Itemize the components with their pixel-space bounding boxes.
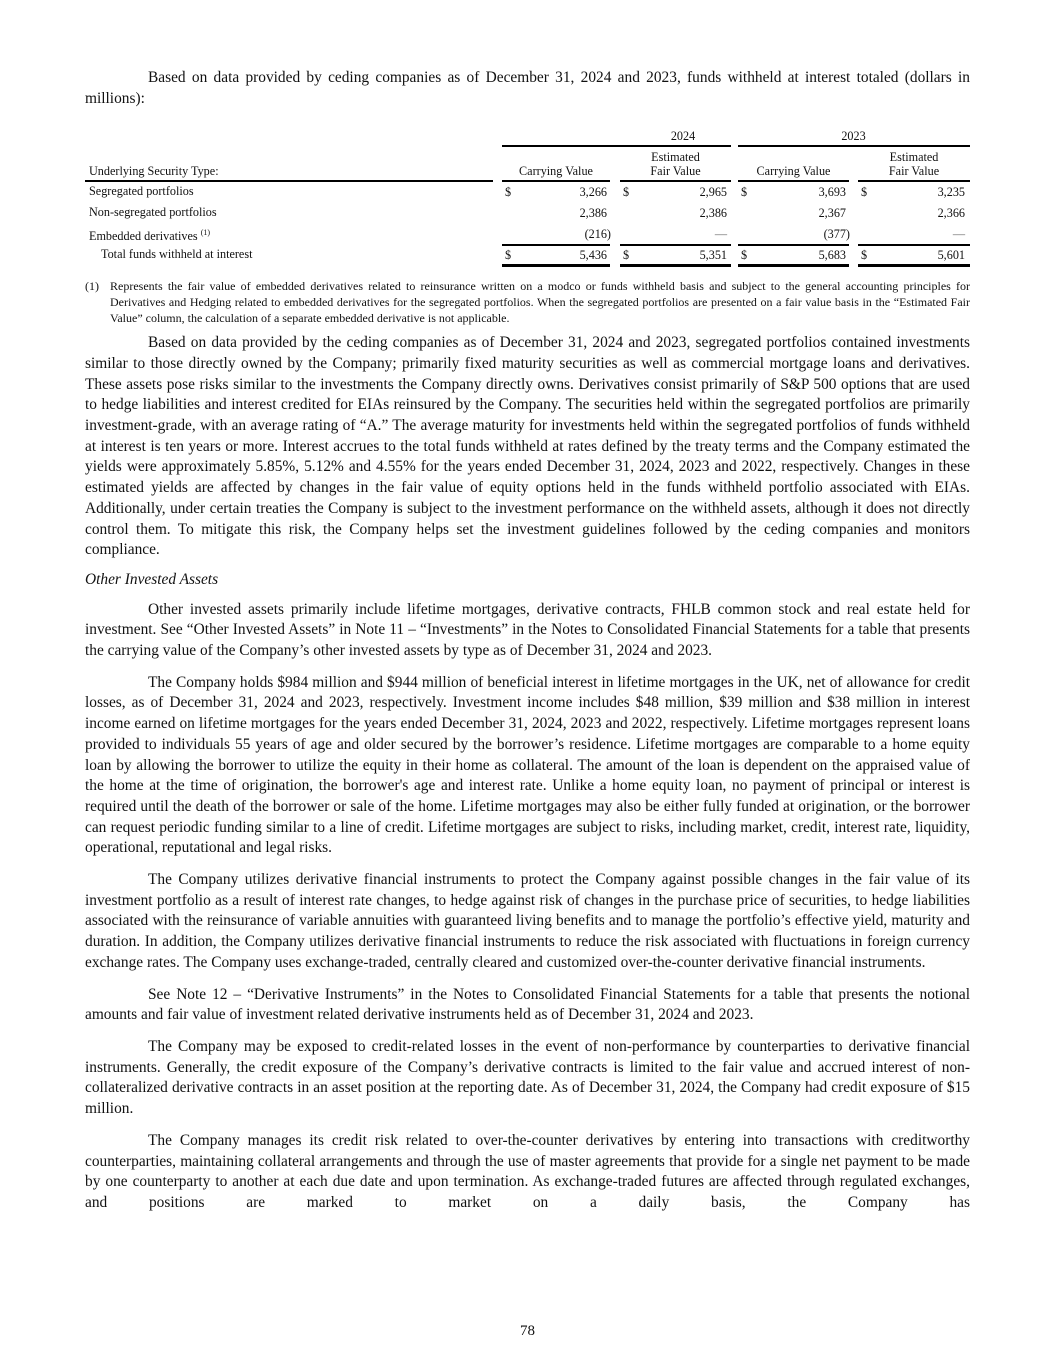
intro-paragraph: Based on data provided by ceding companies as of December 31, 2024 and 2023, funds withheld at interest totaled (dollars in millions):: [85, 69, 970, 107]
body-paragraph: The Company manages its credit risk related to over-the-counter derivatives by entering into transactions with creditworthy counterparties, maintaining collateral arrangements and through the use of master agreements that provide for a single net payment to be made by one counterparty to another at each due date and upon termination. As exchange-traded futures are affected through regulated exchanges, and positions are marked to market on a daily basis, the Company has: [85, 1131, 970, 1211]
year-rule-2024: [502, 145, 731, 147]
cell-value: 2,367: [818, 206, 846, 221]
body-paragraph: The Company holds $984 million and $944 million of beneficial interest in lifetime mortgages in the UK, net of allowance for credit losses, as of December 31, 2024 and 2023, respectively. Investment income includes $48 million, $39 million and $38 million in interest income earned on lifetime mortgages for the years ended December 31, 2024, 2023 and 2022, respectively. Lifetime mortgages represent loans provided to individuals 55 years of age and older secured by the borrower’s residence. Lifetime mortgages are comparable to a home equity loan by allowing the borrower to utilize the equity in their home as collateral. The amount of the loan is dependent on the appraised value of the home at the time of origination, the borrower's age and interest rate. Unlike a home equity loan, no payment of principal or interest is required until the death of the borrower or sale of the home. Lifetime mortgages may also be either fully funded at origination, or the borrower can request periodic funding similar to a line of credit. Lifetime mortgages are subject to risks, including market, credit, interest rate, liquidity, operational, reputational and legal risks.: [85, 673, 970, 857]
page-number: 78: [520, 1323, 535, 1339]
currency-symbol: $: [741, 185, 748, 200]
currency-symbol: $: [741, 248, 748, 263]
row-label-total: Total funds withheld at interest: [101, 247, 253, 262]
subtotal-rule: [502, 244, 610, 246]
cell-value-total: 5,351: [699, 248, 727, 263]
total-double-rule: [858, 264, 970, 267]
body-paragraph: See Note 12 – “Derivative Instruments” in the Notes to Consolidated Financial Statements for a table that presents the notional amounts and fair value of investment related derivative instruments held as of December 31, 2024 and 2023.: [85, 985, 970, 1024]
col-header-carrying-2024: Carrying Value: [519, 164, 593, 179]
col-header-line1: Estimated: [889, 150, 939, 165]
body-paragraph: Other invested assets primarily include lifetime mortgages, derivative contracts, FHLB common stock and real estate held for investment. See “Other Invested Assets” in Note 11 – “Investments” in the Notes to Consolidated Financial Statements for a table that presents the carrying value of the Company’s other invested assets by type as of December 31, 2024 and 2023.: [85, 600, 970, 660]
section-title-other-invested-assets: Other Invested Assets: [85, 570, 219, 588]
footnote-marker: (1): [85, 279, 99, 294]
currency-symbol: $: [861, 248, 868, 263]
header-rule: [738, 180, 849, 182]
cell-value: 3,235: [937, 185, 965, 200]
year-header-2024: 2024: [670, 129, 696, 144]
cell-value: 3,693: [818, 185, 846, 200]
currency-symbol: $: [623, 185, 630, 200]
cell-value: (377): [823, 227, 850, 242]
header-rule: [85, 180, 493, 182]
cell-value: 3,266: [579, 185, 607, 200]
table-footnote: [85, 279, 970, 326]
cell-value: (216): [584, 227, 611, 242]
footnote-text: Represents the fair value of embedded derivatives related to reinsurance written on a modco or funds withheld basis and subject to the general accounting principles for Derivatives and Hedging related to embedded derivatives for the segregated portfolios. When the segregated portfolios are presented on a fair value basis in the “Estimated Fair Value” column, the calculation of a separate embedded derivative is not applicable.: [110, 279, 970, 325]
body-paragraph: The Company may be exposed to credit-related losses in the event of non-performance by counterparties to derivative financial instruments. Generally, the credit exposure of the Company’s derivative contracts is limited to the fair value and accrued interest of non-collateralized derivative contracts in an asset position at the reporting date. As of December 31, 2024, the Company had credit exposure of $15 million.: [85, 1037, 970, 1118]
cell-value-dash: —: [952, 227, 965, 242]
cell-value-total: 5,436: [579, 248, 607, 263]
currency-symbol: $: [623, 248, 630, 263]
total-double-rule: [502, 264, 610, 267]
cell-value: 2,386: [579, 206, 607, 221]
subtotal-rule: [620, 244, 731, 246]
segregated-portfolios-paragraph: Based on data provided by the ceding companies as of December 31, 2024 and 2023, segregated portfolios contained investments similar to those directly owned by the Company; primarily fixed maturity securities as well as commercial mortgage loans and derivatives. These assets pose risks similar to the investments the Company directly owns. Derivatives consist primarily of S&P 500 options that are used to hedge liabilities and interest credited for EIAs reinsured by the Company. The securities held within the segregated portfolios are primarily investment-grade, with an average rating of “A.” The average maturity for investments held within the segregated portfolios of funds withheld at interest is ten years or more. Interest accrues to the total funds withheld at rates defined by the treaty terms and the Company estimated the yields were approximately 5.85%, 5.12% and 4.55% for the years ended December 31, 2024, 2023 and 2022, respectively. Changes in these estimated yields are affected by changes in the fair value of equity options held in the funds withheld portfolio associated with EIAs. Additionally, under certain treaties the Company is subject to the investment performance on the withheld assets, although it does not directly control them. To mitigate this risk, the Company helps set the investment guidelines followed by the ceding companies and monitors compliance.: [85, 334, 970, 559]
header-rule: [858, 180, 970, 182]
row-label-segregated: Segregated portfolios: [89, 184, 194, 199]
total-double-rule: [620, 264, 731, 267]
header-rule: [502, 180, 610, 182]
col-header-carrying-2023: Carrying Value: [756, 164, 831, 179]
subtotal-rule: [738, 244, 849, 246]
subtotal-rule: [858, 244, 970, 246]
cell-value-total: 5,601: [937, 248, 965, 263]
currency-symbol: $: [861, 185, 868, 200]
header-rule: [620, 180, 731, 182]
body-paragraph: The Company utilizes derivative financial instruments to protect the Company against possible changes in the fair value of its investment portfolio as a result of interest rate changes, to hedge against risk of changes in the purchase price of securities, to hedge liabilities associated with the reinsurance of variable annuities with guaranteed living benefits and to manage the portfolio’s effective yield, maturity and duration. In addition, the Company utilizes derivative financial instruments to reduce the risk associated with fluctuations in foreign currency exchange rates. The Company uses exchange-traded, centrally cleared and customized over-the-counter derivative financial instruments.: [85, 871, 970, 971]
col-header-line1: Estimated: [651, 150, 700, 165]
year-rule-2023: [738, 145, 970, 147]
cell-value-dash: —: [714, 227, 727, 242]
cell-value-total: 5,683: [818, 248, 846, 263]
funds-withheld-table: [85, 129, 970, 269]
currency-symbol: $: [505, 248, 512, 263]
year-header-2023: 2023: [841, 129, 866, 144]
cell-value: 2,366: [937, 206, 965, 221]
row-label-non-segregated: Non-segregated portfolios: [89, 205, 217, 220]
total-double-rule: [738, 264, 849, 267]
row-header-label: Underlying Security Type:: [89, 164, 219, 179]
currency-symbol: $: [505, 185, 512, 200]
row-label-embedded-derivatives: Embedded derivatives $^{(1)}$: [89, 228, 211, 244]
cell-value: 2,386: [699, 206, 727, 221]
footnote-ref: (1): [200, 228, 211, 238]
cell-value: 2,965: [699, 185, 727, 200]
col-header-fair-2023: Fair Value: [888, 164, 940, 179]
col-header-fair-2024: Fair Value: [650, 164, 701, 179]
document-page: [85, 68, 970, 1214]
